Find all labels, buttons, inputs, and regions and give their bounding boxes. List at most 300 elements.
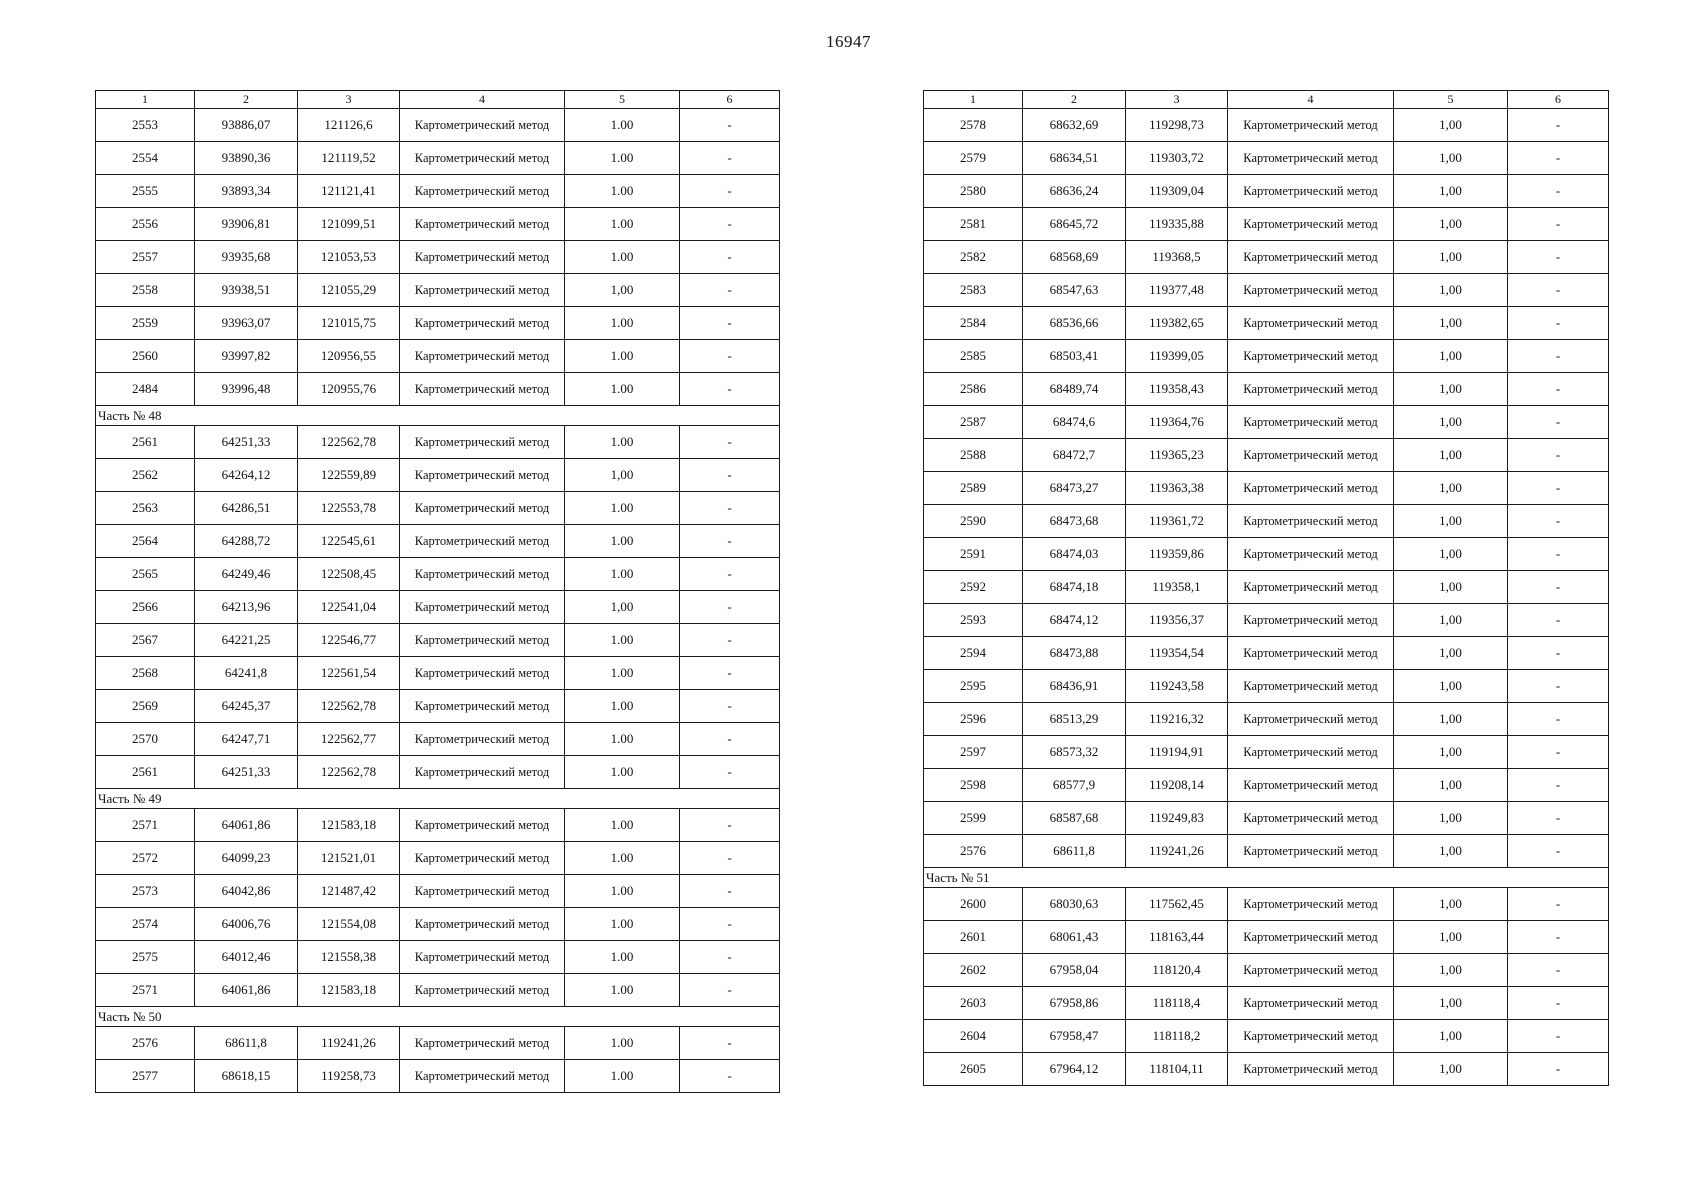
x-coordinate-cell: 64099,23 [195,842,298,875]
y-coordinate-cell: 119309,04 [1126,175,1228,208]
accuracy-cell: 1,00 [1394,340,1508,373]
table-row [924,175,1609,208]
y-coordinate-cell: 119356,37 [1126,604,1228,637]
accuracy-cell: 1,00 [1394,921,1508,954]
y-coordinate-cell: 119365,23 [1126,439,1228,472]
table-row [96,756,780,789]
y-coordinate-cell: 119364,76 [1126,406,1228,439]
section-row [924,868,1609,888]
description-cell: - [1508,703,1609,736]
point-number-cell: 2571 [96,809,195,842]
table-row [924,954,1609,987]
description-cell: - [680,558,780,591]
description-cell: - [1508,670,1609,703]
x-coordinate-cell: 64288,72 [195,525,298,558]
accuracy-cell: 1,00 [1394,208,1508,241]
x-coordinate-cell: 93938,51 [195,274,298,307]
table-row [96,274,780,307]
point-number-cell: 2596 [924,703,1023,736]
point-number-cell: 2582 [924,241,1023,274]
y-coordinate-cell: 119241,26 [298,1027,400,1060]
accuracy-cell: 1,00 [1394,571,1508,604]
table-row [96,974,780,1007]
column-header: 3 [1126,91,1228,109]
accuracy-cell: 1,00 [1394,406,1508,439]
point-number-cell: 2586 [924,373,1023,406]
x-coordinate-cell: 93935,68 [195,241,298,274]
method-cell: Картометрический метод [1228,670,1394,703]
point-number-cell: 2594 [924,637,1023,670]
column-header: 1 [924,91,1023,109]
table-row [96,558,780,591]
method-cell: Картометрический метод [400,340,565,373]
description-cell: - [1508,241,1609,274]
table-row [924,472,1609,505]
table-row [96,908,780,941]
method-cell: Картометрический метод [1228,703,1394,736]
method-cell: Картометрический метод [400,1060,565,1093]
method-cell: Картометрический метод [400,558,565,591]
table-row [96,340,780,373]
x-coordinate-cell: 67958,86 [1023,987,1126,1020]
table-row [96,723,780,756]
method-cell: Картометрический метод [400,109,565,142]
x-coordinate-cell: 68611,8 [1023,835,1126,868]
x-coordinate-cell: 64249,46 [195,558,298,591]
y-coordinate-cell: 119363,38 [1126,472,1228,505]
y-coordinate-cell: 117562,45 [1126,888,1228,921]
point-number-cell: 2584 [924,307,1023,340]
method-cell: Картометрический метод [400,908,565,941]
accuracy-cell: 1.00 [565,1060,680,1093]
table-row [96,842,780,875]
accuracy-cell: 1,00 [1394,802,1508,835]
method-cell: Картометрический метод [400,426,565,459]
y-coordinate-cell: 119399,05 [1126,340,1228,373]
column-header: 2 [195,91,298,109]
point-number-cell: 2556 [96,208,195,241]
x-coordinate-cell: 68547,63 [1023,274,1126,307]
method-cell: Картометрический метод [400,525,565,558]
x-coordinate-cell: 68636,24 [1023,175,1126,208]
accuracy-cell: 1,00 [1394,703,1508,736]
accuracy-cell: 1.00 [565,142,680,175]
x-coordinate-cell: 64251,33 [195,756,298,789]
x-coordinate-cell: 68061,43 [1023,921,1126,954]
y-coordinate-cell: 119354,54 [1126,637,1228,670]
y-coordinate-cell: 118163,44 [1126,921,1228,954]
method-cell: Картометрический метод [1228,1020,1394,1053]
table-row [96,591,780,624]
description-cell: - [1508,736,1609,769]
table-row [96,426,780,459]
accuracy-cell: 1.00 [565,941,680,974]
table-row [96,875,780,908]
description-cell: - [680,624,780,657]
x-coordinate-cell: 68473,27 [1023,472,1126,505]
method-cell: Картометрический метод [1228,208,1394,241]
x-coordinate-cell: 64061,86 [195,809,298,842]
y-coordinate-cell: 119358,1 [1126,571,1228,604]
description-cell: - [680,525,780,558]
x-coordinate-cell: 67958,47 [1023,1020,1126,1053]
x-coordinate-cell: 68474,18 [1023,571,1126,604]
accuracy-cell: 1,00 [1394,472,1508,505]
point-number-cell: 2576 [96,1027,195,1060]
method-cell: Картометрический метод [400,974,565,1007]
column-header: 4 [1228,91,1394,109]
point-number-cell: 2561 [96,426,195,459]
accuracy-cell: 1,00 [1394,307,1508,340]
y-coordinate-cell: 122541,04 [298,591,400,624]
accuracy-cell: 1.00 [565,307,680,340]
table-row [924,439,1609,472]
y-coordinate-cell: 119249,83 [1126,802,1228,835]
y-coordinate-cell: 122562,78 [298,756,400,789]
y-coordinate-cell: 119359,86 [1126,538,1228,571]
x-coordinate-cell: 64245,37 [195,690,298,723]
description-cell: - [680,208,780,241]
description-cell: - [1508,769,1609,802]
method-cell: Картометрический метод [400,624,565,657]
column-header: 3 [298,91,400,109]
table-row [96,1027,780,1060]
table-row [924,835,1609,868]
x-coordinate-cell: 93997,82 [195,340,298,373]
description-cell: - [1508,888,1609,921]
method-cell: Картометрический метод [1228,307,1394,340]
accuracy-cell: 1,00 [1394,769,1508,802]
y-coordinate-cell: 122508,45 [298,558,400,591]
description-cell: - [1508,1053,1609,1086]
y-coordinate-cell: 119358,43 [1126,373,1228,406]
point-number-cell: 2601 [924,921,1023,954]
point-number-cell: 2557 [96,241,195,274]
accuracy-cell: 1.00 [565,492,680,525]
column-header: 6 [680,91,780,109]
accuracy-cell: 1.00 [565,842,680,875]
table-row [924,274,1609,307]
point-number-cell: 2558 [96,274,195,307]
method-cell: Картометрический метод [1228,987,1394,1020]
x-coordinate-cell: 64241,8 [195,657,298,690]
description-cell: - [1508,921,1609,954]
y-coordinate-cell: 119216,32 [1126,703,1228,736]
accuracy-cell: 1.00 [565,109,680,142]
point-number-cell: 2587 [924,406,1023,439]
x-coordinate-cell: 93996,48 [195,373,298,406]
table-row [924,987,1609,1020]
method-cell: Картометрический метод [400,723,565,756]
description-cell: - [1508,472,1609,505]
table-row [924,109,1609,142]
accuracy-cell: 1,00 [1394,1053,1508,1086]
description-cell: - [1508,406,1609,439]
accuracy-cell: 1.00 [565,1027,680,1060]
point-number-cell: 2581 [924,208,1023,241]
y-coordinate-cell: 122546,77 [298,624,400,657]
y-coordinate-cell: 121119,52 [298,142,400,175]
description-cell: - [680,492,780,525]
point-number-cell: 2555 [96,175,195,208]
accuracy-cell: 1,00 [565,274,680,307]
point-number-cell: 2574 [96,908,195,941]
point-number-cell: 2592 [924,571,1023,604]
accuracy-cell: 1.00 [565,657,680,690]
point-number-cell: 2585 [924,340,1023,373]
description-cell: - [680,373,780,406]
accuracy-cell: 1.00 [565,690,680,723]
x-coordinate-cell: 68474,6 [1023,406,1126,439]
description-cell: - [1508,373,1609,406]
point-number-cell: 2578 [924,109,1023,142]
description-cell: - [1508,571,1609,604]
description-cell: - [680,657,780,690]
x-coordinate-cell: 68513,29 [1023,703,1126,736]
method-cell: Картометрический метод [400,657,565,690]
x-coordinate-cell: 68568,69 [1023,241,1126,274]
description-cell: - [680,307,780,340]
table-row [96,208,780,241]
method-cell: Картометрический метод [1228,888,1394,921]
description-cell: - [1508,142,1609,175]
point-number-cell: 2603 [924,987,1023,1020]
table-row [924,736,1609,769]
point-number-cell: 2569 [96,690,195,723]
method-cell: Картометрический метод [400,875,565,908]
y-coordinate-cell: 121053,53 [298,241,400,274]
y-coordinate-cell: 122545,61 [298,525,400,558]
section-label: Часть № 51 [924,868,1609,888]
accuracy-cell: 1,00 [1394,241,1508,274]
point-number-cell: 2570 [96,723,195,756]
description-cell: - [680,756,780,789]
accuracy-cell: 1,00 [565,459,680,492]
column-header: 5 [565,91,680,109]
x-coordinate-cell: 93963,07 [195,307,298,340]
y-coordinate-cell: 119368,5 [1126,241,1228,274]
y-coordinate-cell: 121554,08 [298,908,400,941]
method-cell: Картометрический метод [1228,802,1394,835]
y-coordinate-cell: 119335,88 [1126,208,1228,241]
table-row [924,340,1609,373]
point-number-cell: 2589 [924,472,1023,505]
description-cell: - [680,591,780,624]
method-cell: Картометрический метод [1228,142,1394,175]
x-coordinate-cell: 64247,71 [195,723,298,756]
table-row [96,941,780,974]
y-coordinate-cell: 121126,6 [298,109,400,142]
y-coordinate-cell: 119377,48 [1126,274,1228,307]
x-coordinate-cell: 64042,86 [195,875,298,908]
point-number-cell: 2553 [96,109,195,142]
accuracy-cell: 1,00 [1394,373,1508,406]
point-number-cell: 2565 [96,558,195,591]
y-coordinate-cell: 119243,58 [1126,670,1228,703]
method-cell: Картометрический метод [1228,373,1394,406]
description-cell: - [1508,637,1609,670]
accuracy-cell: 1,00 [1394,439,1508,472]
y-coordinate-cell: 121121,41 [298,175,400,208]
description-cell: - [680,809,780,842]
description-cell: - [680,723,780,756]
table-row [924,802,1609,835]
description-cell: - [1508,307,1609,340]
description-cell: - [1508,1020,1609,1053]
method-cell: Картометрический метод [1228,439,1394,472]
accuracy-cell: 1.00 [565,208,680,241]
x-coordinate-cell: 68503,41 [1023,340,1126,373]
column-header: 1 [96,91,195,109]
x-coordinate-cell: 68472,7 [1023,439,1126,472]
point-number-cell: 2590 [924,505,1023,538]
accuracy-cell: 1,00 [1394,835,1508,868]
x-coordinate-cell: 68436,91 [1023,670,1126,703]
point-number-cell: 2576 [924,835,1023,868]
description-cell: - [680,175,780,208]
table-row [924,769,1609,802]
x-coordinate-cell: 68474,12 [1023,604,1126,637]
y-coordinate-cell: 118118,2 [1126,1020,1228,1053]
point-number-cell: 2580 [924,175,1023,208]
accuracy-cell: 1,00 [1394,505,1508,538]
table-row [924,307,1609,340]
method-cell: Картометрический метод [400,842,565,875]
y-coordinate-cell: 121583,18 [298,809,400,842]
x-coordinate-cell: 64061,86 [195,974,298,1007]
table-row [924,505,1609,538]
description-cell: - [680,109,780,142]
point-number-cell: 2600 [924,888,1023,921]
table-row [924,703,1609,736]
accuracy-cell: 1,00 [1394,637,1508,670]
point-number-cell: 2566 [96,591,195,624]
y-coordinate-cell: 119241,26 [1126,835,1228,868]
accuracy-cell: 1,00 [1394,604,1508,637]
y-coordinate-cell: 121583,18 [298,974,400,1007]
x-coordinate-cell: 68632,69 [1023,109,1126,142]
description-cell: - [1508,109,1609,142]
method-cell: Картометрический метод [1228,175,1394,208]
table-row [924,538,1609,571]
table-row [96,307,780,340]
x-coordinate-cell: 68645,72 [1023,208,1126,241]
accuracy-cell: 1.00 [565,974,680,1007]
x-coordinate-cell: 64286,51 [195,492,298,525]
column-header: 4 [400,91,565,109]
point-number-cell: 2605 [924,1053,1023,1086]
method-cell: Картометрический метод [1228,637,1394,670]
table-row [96,175,780,208]
y-coordinate-cell: 121055,29 [298,274,400,307]
x-coordinate-cell: 64012,46 [195,941,298,974]
y-coordinate-cell: 122561,54 [298,657,400,690]
y-coordinate-cell: 118118,4 [1126,987,1228,1020]
description-cell: - [680,941,780,974]
accuracy-cell: 1,00 [1394,954,1508,987]
column-header: 2 [1023,91,1126,109]
accuracy-cell: 1.00 [565,525,680,558]
x-coordinate-cell: 64213,96 [195,591,298,624]
y-coordinate-cell: 119361,72 [1126,505,1228,538]
y-coordinate-cell: 121487,42 [298,875,400,908]
table-row [924,604,1609,637]
accuracy-cell: 1.00 [565,373,680,406]
accuracy-cell: 1,00 [1394,1020,1508,1053]
point-number-cell: 2563 [96,492,195,525]
y-coordinate-cell: 119194,91 [1126,736,1228,769]
description-cell: - [1508,439,1609,472]
description-cell: - [1508,987,1609,1020]
method-cell: Картометрический метод [1228,921,1394,954]
method-cell: Картометрический метод [1228,241,1394,274]
method-cell: Картометрический метод [1228,274,1394,307]
method-cell: Картометрический метод [1228,954,1394,987]
method-cell: Картометрический метод [1228,769,1394,802]
x-coordinate-cell: 68573,32 [1023,736,1126,769]
x-coordinate-cell: 68473,68 [1023,505,1126,538]
table-header-row [96,91,780,109]
table-row [96,525,780,558]
y-coordinate-cell: 120955,76 [298,373,400,406]
accuracy-cell: 1,00 [565,591,680,624]
method-cell: Картометрический метод [400,274,565,307]
point-number-cell: 2598 [924,769,1023,802]
description-cell: - [1508,538,1609,571]
method-cell: Картометрический метод [1228,406,1394,439]
y-coordinate-cell: 119298,73 [1126,109,1228,142]
table-row [96,373,780,406]
method-cell: Картометрический метод [400,492,565,525]
x-coordinate-cell: 67964,12 [1023,1053,1126,1086]
point-number-cell: 2560 [96,340,195,373]
point-number-cell: 2583 [924,274,1023,307]
table-row [96,241,780,274]
column-header: 6 [1508,91,1609,109]
table-row [96,690,780,723]
point-number-cell: 2595 [924,670,1023,703]
method-cell: Картометрический метод [400,1027,565,1060]
y-coordinate-cell: 121521,01 [298,842,400,875]
x-coordinate-cell: 93906,81 [195,208,298,241]
point-number-cell: 2559 [96,307,195,340]
table-row [924,241,1609,274]
y-coordinate-cell: 122553,78 [298,492,400,525]
accuracy-cell: 1.00 [565,624,680,657]
x-coordinate-cell: 68611,8 [195,1027,298,1060]
point-number-cell: 2568 [96,657,195,690]
table-row [96,1060,780,1093]
description-cell: - [680,875,780,908]
table-row [96,492,780,525]
accuracy-cell: 1.00 [565,875,680,908]
x-coordinate-cell: 64264,12 [195,459,298,492]
table-row [924,208,1609,241]
x-coordinate-cell: 68030,63 [1023,888,1126,921]
table-row [96,809,780,842]
method-cell: Картометрический метод [1228,604,1394,637]
description-cell: - [680,908,780,941]
point-number-cell: 2554 [96,142,195,175]
table-row [924,888,1609,921]
method-cell: Картометрический метод [400,142,565,175]
point-number-cell: 2591 [924,538,1023,571]
y-coordinate-cell: 119303,72 [1126,142,1228,175]
accuracy-cell: 1.00 [565,756,680,789]
point-number-cell: 2588 [924,439,1023,472]
method-cell: Картометрический метод [400,941,565,974]
x-coordinate-cell: 68587,68 [1023,802,1126,835]
